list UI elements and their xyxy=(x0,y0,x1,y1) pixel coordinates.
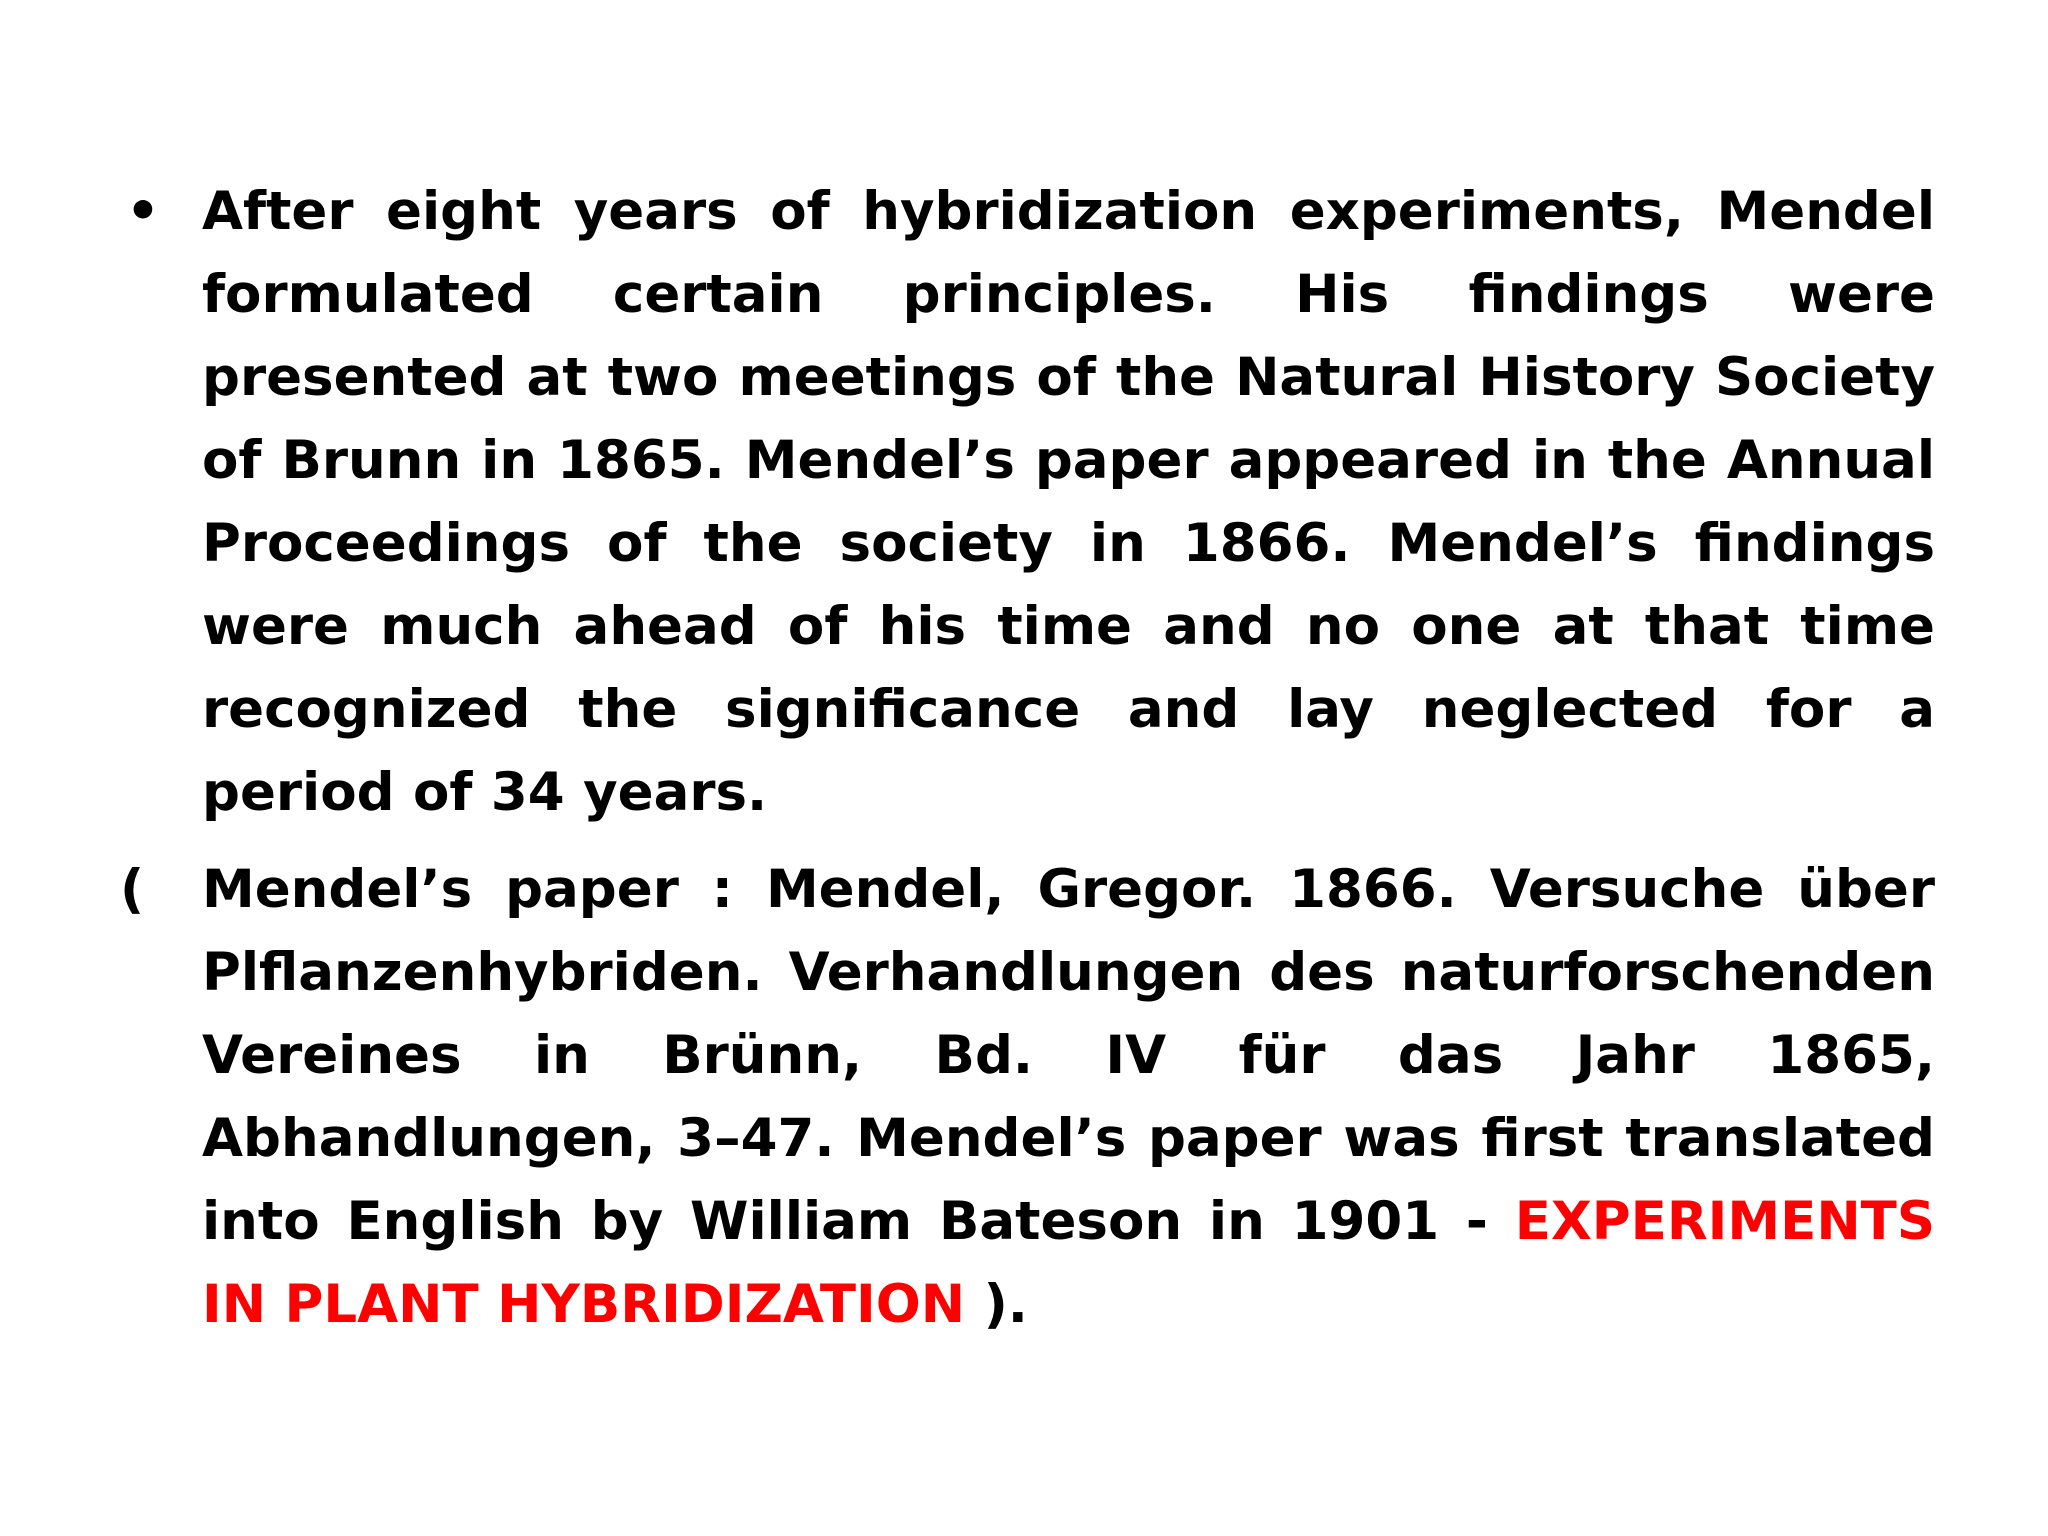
citation-close: ). xyxy=(983,1274,1028,1335)
slide-body xyxy=(120,170,1935,1346)
open-parenthesis: ( xyxy=(120,859,145,920)
citation-paragraph xyxy=(120,848,1935,1346)
citation-highlight: EXPERIMENTS IN PLANT HYBRIDIZATION xyxy=(202,1191,1936,1335)
bullet-paragraph xyxy=(120,170,1935,834)
citation-text: Mendel’s paper : Mendel, Gregor. 1866. Versuche über Plflanzenhybriden. Verhandlungen des naturforschenden Vereines in Brünn, Bd. IV für das Jahr 1865, Abhandlungen, 3–47. Mendel’s paper was first translated into English by William Bateson in 1901 - xyxy=(202,859,1935,1252)
bullet-icon: • xyxy=(126,181,160,242)
paragraph-text: After eight years of hybridization experiments, Mendel formulated certain principles. His findings were presented at two meetings of the Natural History Society of Brunn in 1865. Mendel’s paper appeared in the Annual Proceedings of the society in 1866. Mendel’s findings were much ahead of his time and no one at that time recognized the significance and lay neglected for a period of 34 years. xyxy=(202,181,1935,823)
